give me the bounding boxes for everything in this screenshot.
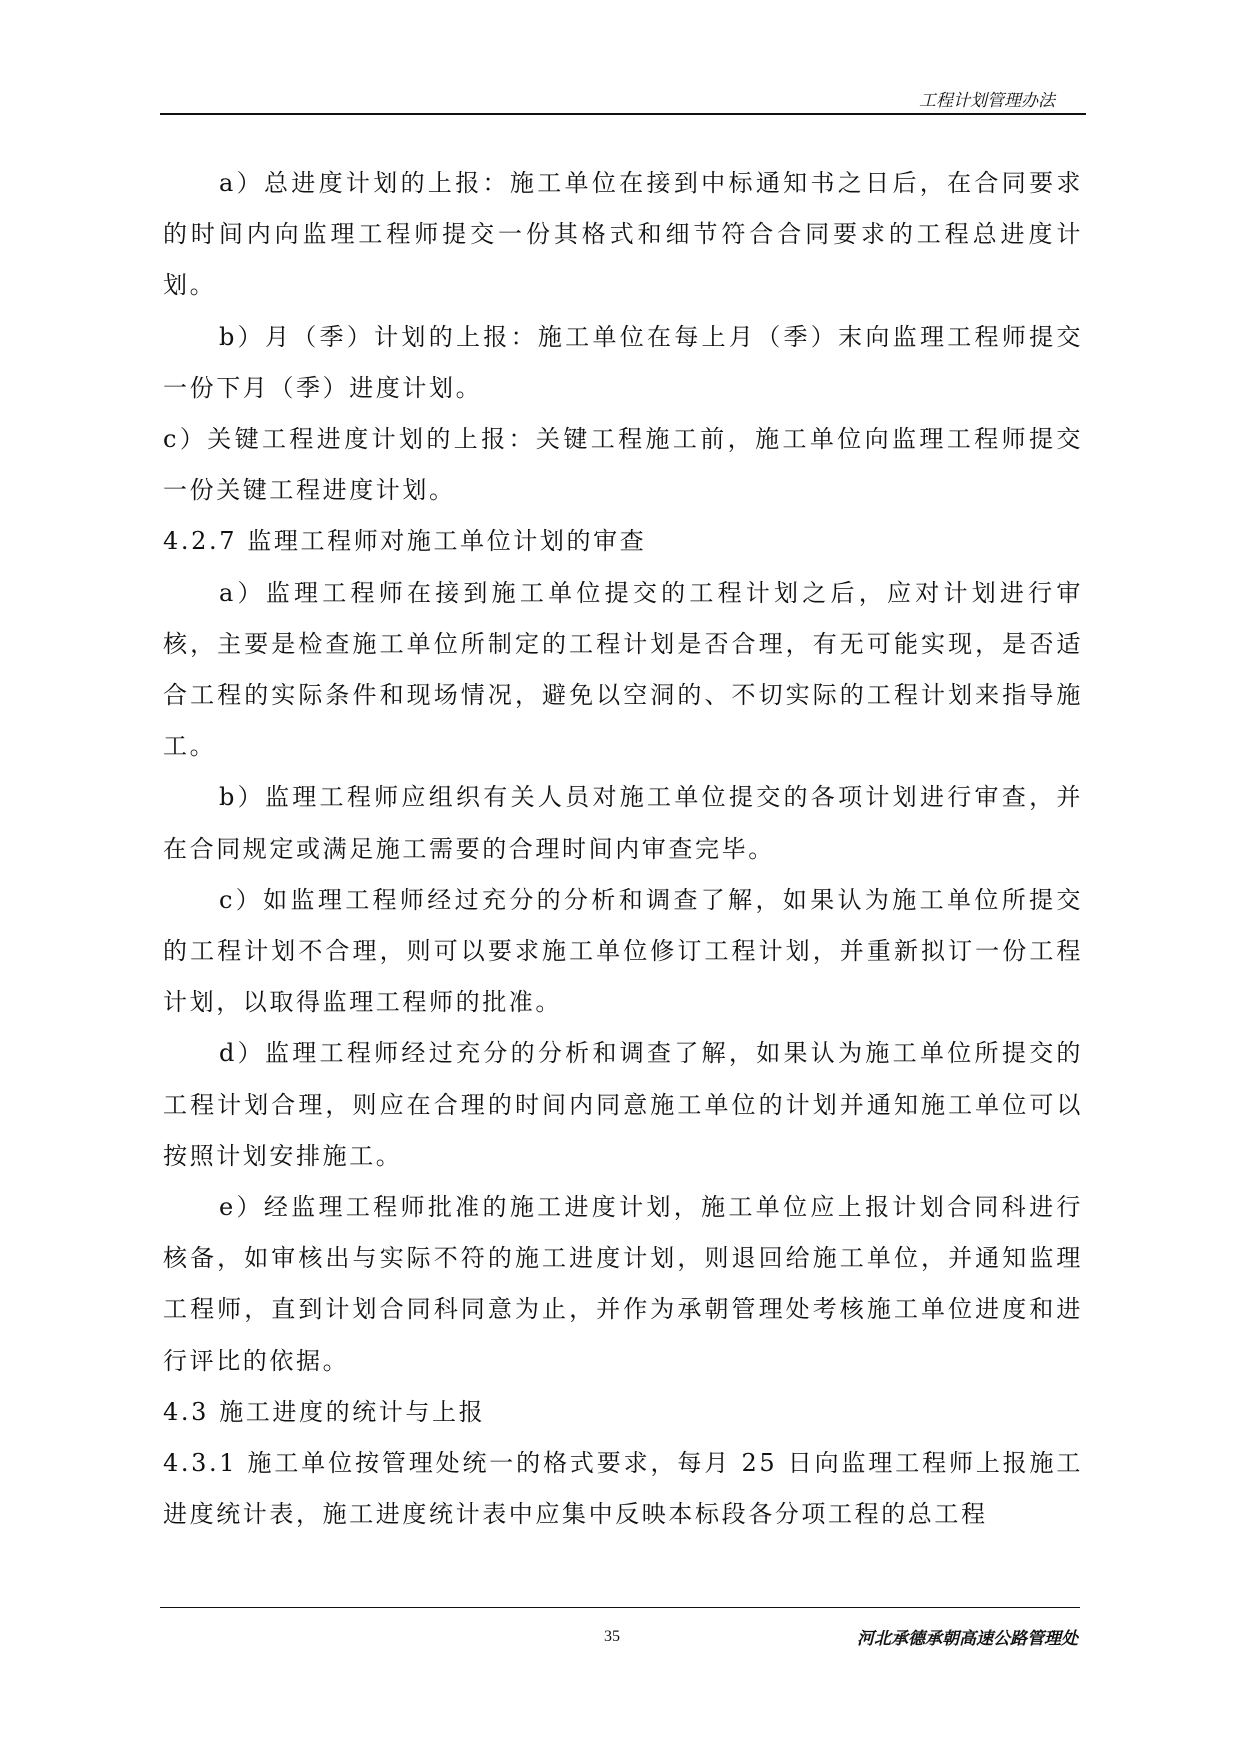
paragraph-review-d: d）监理工程师经过充分的分析和调查了解，如果认为施工单位所提交的工程计划合理，则应在合理的时间内同意施工单位的计划并通知施工单位可以按照计划安排施工。	[163, 1039, 1083, 1170]
paragraph-review-a: a）监理工程师在接到施工单位提交的工程计划之后，应对计划进行审核，主要是检查施工单位所制定的工程计划是否合理，有无可能实现，是否适合工程的实际条件和现场情况，避免以空洞的、不切实际的工程计划来指导施工。	[163, 578, 1083, 761]
paragraph-total-schedule-report: a）总进度计划的上报：施工单位在接到中标通知书之日后，在合同要求的时间内向监理工程师提交一份其格式和细节符合合同要求的工程总进度计划。	[163, 169, 1083, 300]
section-heading-4-2-7: 4.2.7 监理工程师对施工单位计划的审查	[163, 527, 647, 556]
paragraph-4-3-1: 4.3.1 施工单位按管理处统一的格式要求，每月 25 日向监理工程师上报施工进度统计表，施工进度统计表中应集中反映本标段各分项工程的总工程	[163, 1449, 1083, 1529]
paragraph-monthly-plan-report: b）月（季）计划的上报：施工单位在每上月（季）末向监理工程师提交一份下月（季）进度计划。	[163, 322, 1083, 402]
document-body	[163, 158, 1083, 1540]
footer-divider	[160, 1607, 1080, 1608]
section-heading-4-3: 4.3 施工进度的统计与上报	[163, 1397, 486, 1426]
header-divider	[160, 113, 1086, 115]
paragraph-key-project-plan-report: c）关键工程进度计划的上报：关键工程施工前，施工单位向监理工程师提交一份关键工程进度计划。	[163, 425, 1083, 505]
paragraph-review-c: c）如监理工程师经过充分的分析和调查了解，如果认为施工单位所提交的工程计划不合理，则可以要求施工单位修订工程计划，并重新拟订一份工程计划，以取得监理工程师的批准。	[163, 885, 1083, 1017]
paragraph-review-e: e）经监理工程师批准的施工进度计划，施工单位应上报计划合同科进行核备，如审核出与实际不符的施工进度计划，则退回给施工单位，并通知监理工程师，直到计划合同科同意为止，并作为承朝管理处考核施工单位进度和进行评比的依据。	[163, 1193, 1083, 1375]
header-title: 工程计划管理办法	[919, 91, 1055, 111]
paragraph-review-b: b）监理工程师应组织有关人员对施工单位提交的各项计划进行审查，并在合同规定或满足施工需要的合理时间内审查完毕。	[163, 783, 1083, 863]
page-number: 35	[604, 1628, 620, 1645]
footer-organization: 河北承德承朝高速公路管理处	[857, 1629, 1078, 1649]
